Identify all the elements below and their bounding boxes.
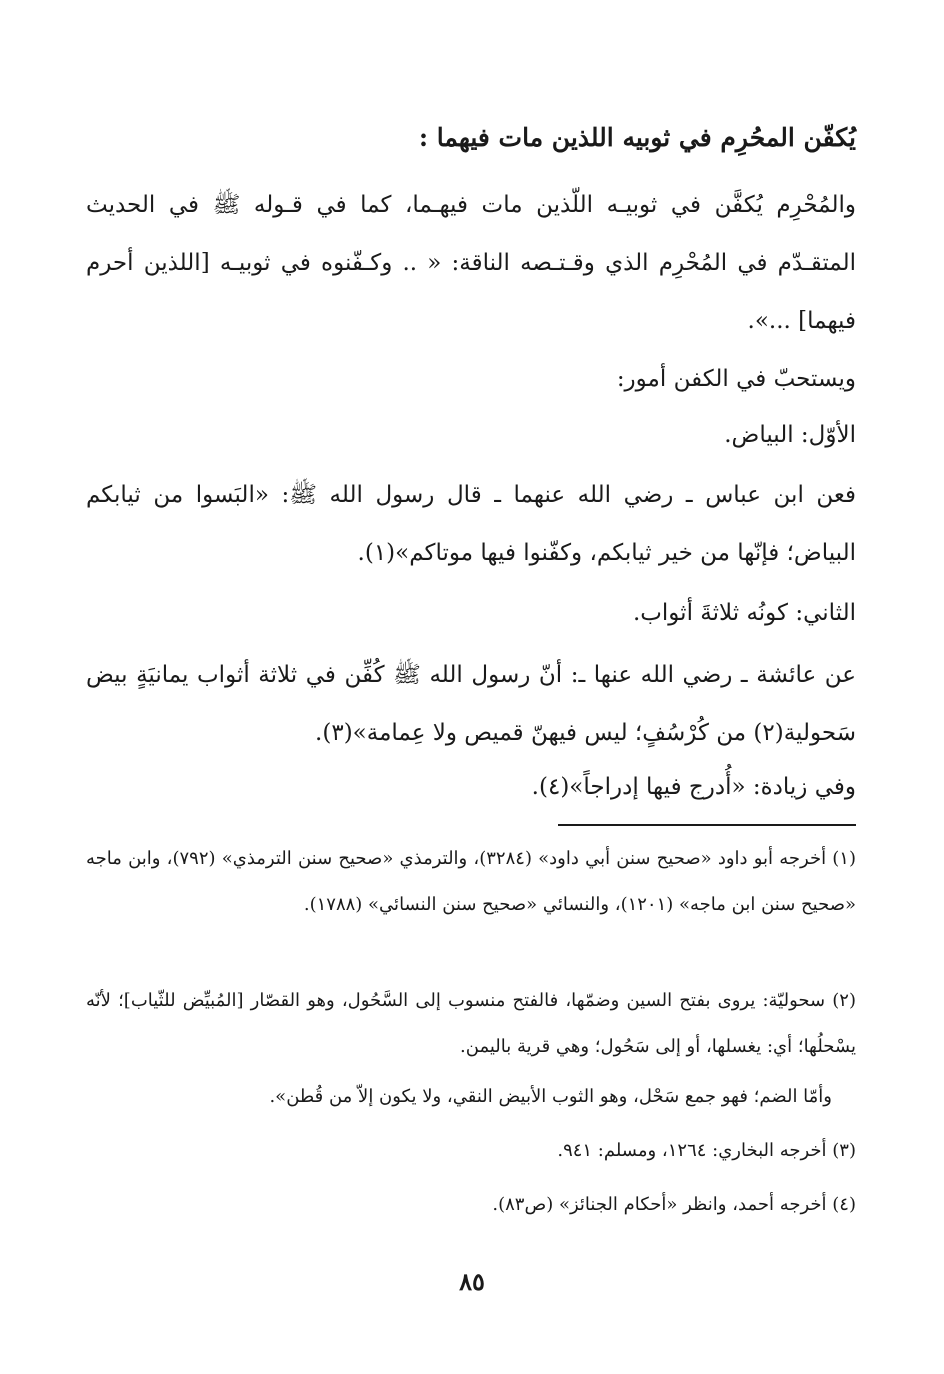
paragraph-first-whiteness: الأوّل: البياض. — [724, 422, 856, 448]
paragraph-ihram-shroud: والمُحْرِم يُكفَّن في ثوبيـه اللّذين مات فيهـما، كما في قـوله ﷺ في الحديث المتقـدّم في المُحْرِم الذي وقـتـصه الناقة: « .. وكـفّنوه في ثوبيـه [اللذين أحرم فيهما] ...». — [86, 192, 856, 334]
paragraph-ibn-abbas-hadith: فعن ابن عباس ـ رضي الله عنهما ـ قال رسول الله ﷺ: «البَسوا من ثيابكم البياض؛ فإنّها من خير ثيابكم، وكفّنوا فيها موتاكم»(١). — [86, 482, 856, 566]
section-heading: يُكفّن المحُرِم في ثوبيه اللذين مات فيهما : — [418, 123, 856, 152]
footnote-2: (٢) سحوليّة: يروى بفتح السين وضمّها، فالفتح منسوب إلى السَّحُول، وهو القصّار [المُبيِّض للثّياب]؛ لأنّه يسْحلُها؛ أي: يغسلها، أو إلى سَحُول؛ وهي قرية باليمن. — [86, 990, 856, 1057]
page-number: ٨٥ — [459, 1267, 485, 1296]
footnote-4: (٤) أخرجه أحمد، وانظر «أحكام الجنائز» (ص٨٣). — [492, 1194, 856, 1215]
footnote-2-continuation: وأمّا الضم؛ فهو جمع سَحْل، وهو الثوب الأبيض النقي، ولا يكون إلاّ من قُطن». — [269, 1086, 832, 1107]
paragraph-recommended-matters: ويستحبّ في الكفن أمور: — [616, 366, 856, 392]
paragraph-additional-narration: وفي زيادة: «أُدرج فيها إدراجاً»(٤). — [531, 774, 856, 800]
footnote-1: (١) أخرجه أبو داود «صحيح سنن أبي داود» (٣٢٨٤)، والترمذي «صحيح سنن الترمذي» (٧٩٢)، وابن ماجه «صحيح سنن ابن ماجه» (١٢٠١)، والنسائي «صحيح سنن النسائي» (١٧٨٨). — [86, 848, 856, 915]
paragraph-aisha-hadith: عن عائشة ـ رضي الله عنها ـ: أنّ رسول الله ﷺ كُفِّن في ثلاثة أثواب يمانيَةٍ بيض سَحولية(٢) من كُرْسُفٍ؛ ليس فيهنّ قميص ولا عِمامة»(٣). — [86, 662, 856, 746]
footnote-separator — [558, 824, 856, 826]
footnote-3: (٣) أخرجه البخاري: ١٢٦٤، ومسلم: ٩٤١. — [557, 1140, 856, 1161]
paragraph-second-three-garments: الثاني: كونُه ثلاثةَ أثواب. — [632, 600, 856, 626]
